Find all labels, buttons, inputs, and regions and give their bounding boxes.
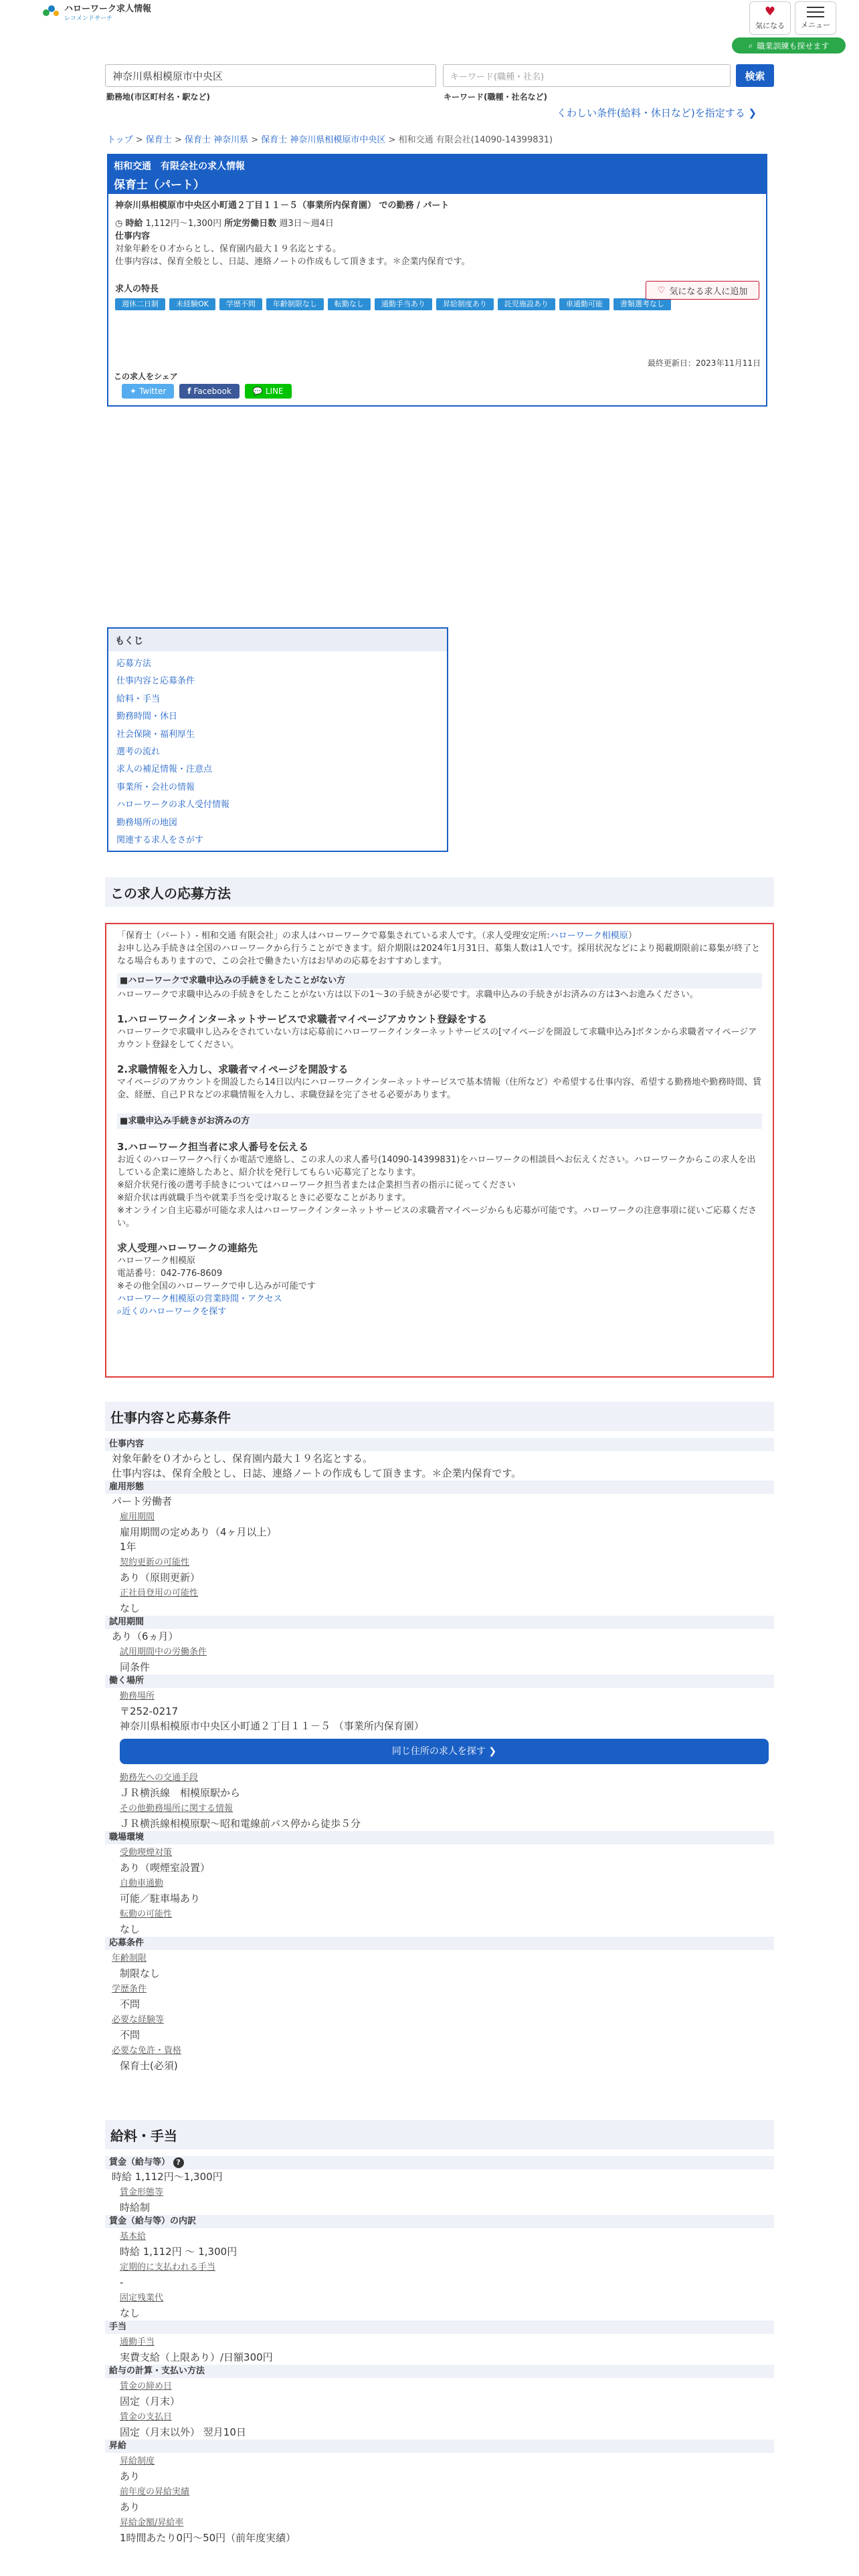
label-fixed: 定期的に支払われる手当 bbox=[120, 2262, 216, 2272]
dt-trial: 試用期間 bbox=[105, 1616, 774, 1629]
label-raise-sys: 昇給制度 bbox=[120, 2456, 155, 2466]
job-content-label: 仕事内容 bbox=[115, 231, 151, 241]
site-logo[interactable] bbox=[41, 4, 151, 23]
clock-icon: ◷ bbox=[115, 219, 123, 229]
job-content-1: 対象年齢を０才からとし、保育園内最大１９名迄とする。 bbox=[115, 244, 342, 254]
dd-zip: 〒252-0217 bbox=[120, 1705, 179, 1717]
detail-conditions-link[interactable]: くわしい条件(給料・休日など)を指定する ❯ bbox=[557, 107, 757, 119]
dd-transfer: なし bbox=[120, 1923, 140, 1935]
search-button[interactable]: 検索 bbox=[736, 64, 774, 87]
breadcrumb-hoikushi[interactable]: 保育士 bbox=[145, 135, 172, 145]
job-location-line: 神奈川県相模原市中央区小町通２丁目１１－５（事業所内保育園） での勤務 / パート bbox=[115, 201, 450, 211]
menu-button[interactable] bbox=[795, 1, 836, 35]
breadcrumb: トップ > 保育士 > 保育士 神奈川県 > 保育士 神奈川県相模原市中央区 > 相和交通 有限会社(14090-14399831) bbox=[107, 135, 553, 145]
logo-subtitle: レコメンドサーチ bbox=[64, 15, 113, 22]
contact-tel: 電話番号：042-776-8609 bbox=[117, 1269, 223, 1279]
step-1-title: 1.ハローワークインターネットサービスで求職者マイページアカウント登録をする bbox=[117, 1013, 488, 1025]
label-raise-prev: 前年度の昇給実績 bbox=[120, 2487, 190, 2497]
toc-item[interactable]: 仕事内容と応募条件 bbox=[116, 676, 195, 687]
breadcrumb-chuo[interactable]: 保育士 神奈川県相模原市中央区 bbox=[261, 135, 386, 145]
label-age: 年齢制限 bbox=[112, 1953, 147, 1963]
apply-note-2: ※紹介状は再就職手当や就業手当を受け取るときに必要なことがあります。 bbox=[117, 1193, 411, 1203]
label-car: 自動車通勤 bbox=[120, 1879, 164, 1889]
step-2-title: 2.求職情報を入力し、求職者マイページを開設する bbox=[117, 1063, 349, 1075]
step-3-title: 3.ハローワーク担当者に求人番号を伝える bbox=[117, 1141, 309, 1153]
dd-trial: あり（6ヵ月） bbox=[112, 1630, 179, 1642]
nearby-hellowork-link[interactable]: 近くのハローワークを探す bbox=[122, 1307, 227, 1317]
chevron-right-icon: ❯ bbox=[488, 1746, 497, 1757]
feature-tag[interactable]: 週休二日制 bbox=[115, 298, 165, 310]
label-license: 必要な免許・資格 bbox=[112, 2046, 182, 2056]
feature-tag[interactable]: 学歴不問 bbox=[219, 298, 262, 310]
toc-item[interactable]: 求人の補足情報・注意点 bbox=[116, 764, 213, 775]
dd-exp: 不問 bbox=[120, 2029, 140, 2041]
favorites-button[interactable] bbox=[749, 1, 791, 35]
toc-item[interactable]: 勤務場所の地図 bbox=[116, 817, 178, 828]
line-share-button[interactable]: 💬 LINE bbox=[245, 384, 292, 399]
label-exp: 必要な経験等 bbox=[112, 2015, 165, 2025]
dd-regular: なし bbox=[120, 1602, 140, 1614]
dd-fixed: - bbox=[120, 2276, 124, 2288]
feature-tag[interactable]: 昇給制度あり bbox=[436, 298, 494, 310]
label-period: 雇用期間 bbox=[120, 1512, 155, 1522]
search-icon: ⌕ bbox=[117, 1307, 122, 1317]
label-renew: 契約更新の可能性 bbox=[120, 1558, 190, 1568]
label-access: 勤務先への交通手段 bbox=[120, 1773, 199, 1783]
dd-trial-cond: 同条件 bbox=[120, 1661, 151, 1673]
toc-item[interactable]: 社会保険・福利厚生 bbox=[116, 729, 195, 740]
label-regular: 正社員登用の可能性 bbox=[120, 1588, 199, 1598]
dt-allow: 手当 bbox=[105, 2321, 774, 2334]
dd-car: 可能／駐車場あり bbox=[120, 1893, 201, 1905]
label-other: その他勤務場所に関する情報 bbox=[120, 1804, 233, 1814]
facebook-share-button[interactable]: f Facebook bbox=[179, 384, 240, 399]
share-buttons bbox=[122, 384, 292, 399]
dd-age: 制限なし bbox=[120, 1967, 161, 1979]
not-registered-heading: ■ハローワークで求職申込みの手続きをしたことがない方 bbox=[117, 973, 762, 988]
dd-pay: 固定（月末以外） 翌月10日 bbox=[120, 2426, 246, 2438]
dt-env: 職場環境 bbox=[105, 1831, 774, 1844]
add-favorite-button[interactable]: ♡ 気になる求人に追加 bbox=[646, 281, 759, 300]
training-button[interactable] bbox=[732, 37, 846, 53]
dt-req: 応募条件 bbox=[105, 1937, 774, 1950]
dd-base: 時給 1,112円 〜 1,300円 bbox=[120, 2246, 237, 2258]
toc-item[interactable]: 応募方法 bbox=[116, 659, 152, 669]
last-updated: 最終更新日：2023年11月11日 bbox=[647, 358, 761, 368]
dd-wage: 時給 1,112円〜1,300円 bbox=[112, 2171, 223, 2183]
apply-intro-2: お申し込み手続きは全国のハローワークから行うことができます。紹介期限は2024年1月31日、募集人数は1人です。採用状況などにより掲載期限前に募集が終了となる場合もありますので、この会社で働きたい方はお早めの応募をおすすめします。 bbox=[117, 944, 761, 966]
apply-method-box bbox=[105, 923, 774, 1378]
dt-job-content: 仕事内容 bbox=[105, 1438, 774, 1451]
dt-raise: 昇給 bbox=[105, 2440, 774, 2453]
contact-title: 求人受理ハローワークの連絡先 bbox=[117, 1242, 258, 1254]
keyword-input[interactable]: キーワード(職種・社名) bbox=[443, 64, 731, 87]
conditions-section-title: 仕事内容と応募条件 bbox=[105, 1402, 774, 1431]
dt-employment: 雇用形態 bbox=[105, 1481, 774, 1494]
apply-section-title: この求人の応募方法 bbox=[105, 877, 774, 907]
same-address-search-button[interactable]: 同じ住所の求人を探す ❯ bbox=[120, 1739, 769, 1764]
toc-item[interactable]: 関連する求人をさがす bbox=[116, 835, 204, 846]
dd-raise-prev: あり bbox=[120, 2501, 140, 2513]
breadcrumb-top[interactable]: トップ bbox=[107, 135, 133, 145]
label-edu: 学歴条件 bbox=[112, 1984, 147, 1994]
dt-calc: 給与の計算・支払い方法 bbox=[105, 2365, 774, 2378]
share-label: この求人をシェア bbox=[114, 372, 178, 381]
job-content-2: 仕事内容は、保育全般とし、日誌、連絡ノートの作成もして頂きます。＊企業内保育です。 bbox=[115, 257, 470, 267]
dt-workplace: 働く場所 bbox=[105, 1675, 774, 1688]
label-fixed-ot: 固定残業代 bbox=[120, 2293, 164, 2303]
location-input[interactable]: 神奈川県相模原市中央区 bbox=[105, 64, 436, 87]
hamburger-icon bbox=[807, 7, 824, 17]
table-of-contents bbox=[107, 627, 448, 852]
salary-section-title: 給料・手当 bbox=[105, 2120, 774, 2149]
company-name: 相和交通 有限会社の求人情報 bbox=[114, 161, 245, 172]
search-icon: ⌕ bbox=[748, 40, 753, 50]
step-3-text: お近くのハローワークへ行くか電話で連絡し、この求人の求人番号(14090-14399831)をハローワークの相談員へお伝えください。ハローワークからこの求人を出している企業に連絡したあと、紹介状を発行してもらい応募完了となります。 bbox=[117, 1155, 756, 1178]
heart-icon: ♥ bbox=[764, 4, 776, 19]
feature-tag[interactable]: 未経験OK bbox=[169, 298, 215, 310]
dt-wage: 賃金（給与等） ? bbox=[105, 2156, 774, 2169]
apply-intro-1: 「保育士（パート）- 相和交通 有限会社」の求人はハローワークで募集されている求人です。（求人受理安定所:ハローワーク相模原） bbox=[117, 931, 637, 941]
dd-employment: パート労働者 bbox=[112, 1495, 173, 1507]
dd-smoke: あり（喫煙室設置） bbox=[120, 1862, 211, 1874]
dd-address: 神奈川県相模原市中央区小町通２丁目１１－５ （事業所内保育園） bbox=[120, 1720, 424, 1732]
salary-list bbox=[105, 2156, 774, 2545]
feature-tag[interactable]: 通勤手当あり bbox=[375, 298, 432, 310]
step-1-text: ハローワークで求職申し込みをされていない方は応募前にハローワークインターネットサービスの[マイページを開設して求職申込み]ボタンから求職者マイページアカウント登録をしてください。 bbox=[117, 1027, 757, 1050]
label-transfer: 転勤の可能性 bbox=[120, 1909, 173, 1919]
toc-title: もくじ bbox=[108, 629, 447, 651]
job-summary-card bbox=[107, 154, 767, 407]
wage-line: ◷ 時給 1,112円〜1,300円 所定労働日数 週3日〜週4日 bbox=[115, 219, 334, 229]
dd-edu: 不問 bbox=[120, 1998, 140, 2010]
toc-item[interactable]: 事業所・会社の情報 bbox=[116, 782, 195, 792]
dt-breakdown: 賃金（給与等）の内訳 bbox=[105, 2215, 774, 2228]
dd-access: ＪＲ横浜線 相模原駅から bbox=[120, 1787, 241, 1799]
toc-item[interactable]: 給料・手当 bbox=[116, 693, 161, 704]
step-2-text: マイページのアカウントを開設したら14日以内にハローワークインターネットサービスで基本情報（住所など）や希望する仕事内容、希望する勤務地や勤務時間、賃金、経歴、自己ＰＲなどの求職情報を入力し、求職登録を完了させる必要があります。 bbox=[117, 1077, 762, 1100]
label-place: 勤務場所 bbox=[120, 1691, 155, 1701]
logo-icon bbox=[41, 4, 62, 19]
contact-note: ※その他全国のハローワークで申し込みが可能です bbox=[117, 1281, 316, 1291]
feature-tag[interactable]: 書類選考なし bbox=[613, 298, 671, 310]
label-raise-amt: 昇給金額/昇給率 bbox=[120, 2518, 184, 2528]
feature-tag[interactable]: 託児施設あり bbox=[498, 298, 555, 310]
hellowork-link[interactable]: ハローワーク相模原 bbox=[549, 931, 628, 941]
apply-note-1: ※紹介状発行後の選考手続きについてはハローワーク担当者または企業担当者の指示に従ってください bbox=[117, 1180, 516, 1190]
dd-raise-amt: 1時間あたり0円〜50円（前年度実績） bbox=[120, 2532, 296, 2544]
contact-name: ハローワーク相模原 bbox=[117, 1256, 196, 1266]
dd-fixed-ot: なし bbox=[120, 2307, 140, 2319]
twitter-icon: ✦ bbox=[130, 387, 137, 396]
chevron-right-icon: ❯ bbox=[748, 107, 757, 119]
label-trial-cond: 試用期間中の労働条件 bbox=[120, 1647, 207, 1657]
help-icon[interactable]: ? bbox=[173, 2157, 184, 2168]
conditions-list bbox=[105, 1438, 774, 2073]
feature-tag[interactable]: 年齢制限なし bbox=[266, 298, 324, 310]
dd-wage-form: 時給制 bbox=[120, 2202, 151, 2214]
dd-raise-sys: あり bbox=[120, 2470, 140, 2482]
dd-job-content-1: 対象年齢を０才からとし、保育園内最大１９名迄とする。 bbox=[112, 1453, 373, 1465]
facebook-icon: f bbox=[187, 387, 191, 396]
dd-renew: あり（原則更新） bbox=[120, 1572, 201, 1584]
dd-other: ＪＲ横浜線相模原駅〜昭和電線前バス停から徒歩５分 bbox=[120, 1818, 361, 1830]
keyword-label: キーワード(職種・社名など) bbox=[444, 92, 547, 102]
dd-job-content-2: 仕事内容は、保育全般とし、日誌、連絡ノートの作成もして頂きます。＊企業内保育です。 bbox=[112, 1467, 522, 1479]
dd-close: 固定（月末） bbox=[120, 2395, 181, 2407]
feature-tag[interactable]: 車通勤可能 bbox=[559, 298, 609, 310]
hellowork-access-link[interactable]: ハローワーク相模原の営業時間・アクセス bbox=[117, 1294, 282, 1304]
label-wage-form: 賃金形態等 bbox=[120, 2187, 164, 2197]
toc-item[interactable]: ハローワークの求人受付情報 bbox=[116, 800, 230, 811]
location-label: 勤務地(市区町村名・駅など) bbox=[106, 92, 210, 102]
label-smoke: 受動喫煙対策 bbox=[120, 1848, 173, 1858]
training-label: 職業訓練も探せます bbox=[757, 41, 830, 51]
dd-period-2: 1年 bbox=[120, 1541, 136, 1553]
menu-label: メニュー bbox=[801, 20, 830, 29]
dd-period: 雇用期間の定めあり（4ヶ月以上） bbox=[120, 1526, 277, 1538]
label-commute: 通勤手当 bbox=[120, 2337, 155, 2347]
site-header bbox=[0, 0, 859, 58]
features-label: 求人の特長 bbox=[115, 284, 159, 294]
breadcrumb-kanagawa[interactable]: 保育士 神奈川県 bbox=[184, 135, 249, 145]
registered-heading: ■求職申込み手続きがお済みの方 bbox=[117, 1113, 762, 1129]
label-close: 賃金の締め日 bbox=[120, 2381, 173, 2391]
job-title: 保育士（パート） bbox=[114, 179, 205, 192]
job-card-header bbox=[108, 155, 766, 194]
not-registered-text: ハローワークで求職申込みの手続きをしたことがない方は以下の1〜3の手続きが必要です。求職申込みの手続きがお済みの方は3へお進みください。 bbox=[117, 990, 698, 1000]
label-base: 基本給 bbox=[120, 2232, 147, 2242]
toc-item[interactable]: 勤務時間・休日 bbox=[116, 712, 178, 722]
heart-outline-icon: ♡ bbox=[657, 285, 666, 296]
feature-tag[interactable]: 転勤なし bbox=[328, 298, 371, 310]
twitter-share-button[interactable]: ✦ Twitter bbox=[122, 384, 174, 399]
favorites-label: 気になる bbox=[755, 21, 785, 30]
logo-title: ハローワーク求人情報 bbox=[64, 4, 152, 14]
dd-commute: 実費支給（上限あり）/日額300円 bbox=[120, 2351, 273, 2363]
toc-item[interactable]: 選考の流れ bbox=[116, 747, 161, 758]
feature-tags bbox=[115, 298, 690, 310]
dd-license: 保育士(必須) bbox=[120, 2060, 178, 2072]
breadcrumb-current: 相和交通 有限会社(14090-14399831) bbox=[398, 135, 553, 145]
apply-note-3: ※オンライン自主応募が可能な求人はハローワークインターネットサービスの求職者マイページからも応募が可能です。ハローワークの注意事項に従いご応募ください。 bbox=[117, 1206, 757, 1228]
label-pay: 賃金の支払日 bbox=[120, 2412, 173, 2422]
line-icon: 💬 bbox=[252, 387, 263, 396]
